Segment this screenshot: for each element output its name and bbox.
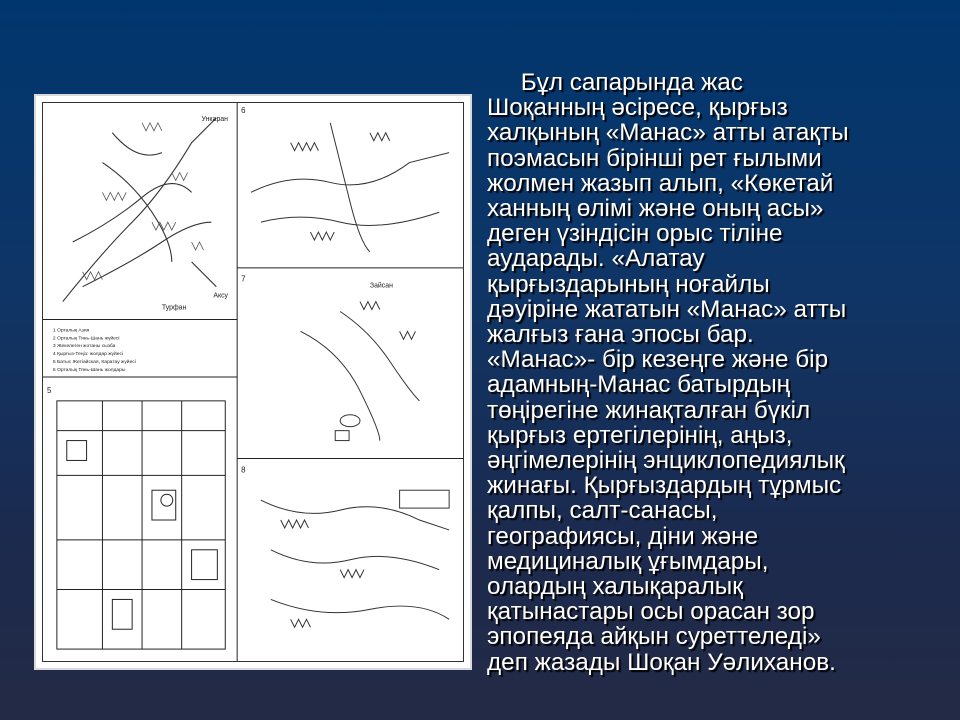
lake-map-panel — [241, 275, 419, 441]
panel-number: 7 — [241, 274, 246, 284]
map-label-bottom: Турфан — [161, 304, 187, 312]
paragraph-line: жолмен жазып алып, «Көкетай — [487, 169, 834, 197]
paragraph-line: әңгімелерінің энциклопедиялық — [487, 447, 845, 475]
paragraph-line: олардың халықаралық — [487, 573, 743, 601]
paragraph-line: халқының «Манас» атты атақты — [487, 119, 849, 147]
paragraph-line: медициналық ұғымдары, — [487, 547, 769, 575]
body-paragraph — [487, 70, 947, 675]
panel-number: 8 — [241, 465, 246, 475]
paragraph-line: Шоқанның әсіресе, қырғыз — [487, 94, 788, 122]
river-map-panel — [241, 106, 449, 252]
paragraph-line: деп жазады Шоқан Уәлиханов. — [487, 648, 836, 676]
panel-number: 5 — [46, 385, 52, 395]
paragraph-line: қырғыздарының ноғайлы — [487, 270, 770, 298]
paragraph-line: қатынастары осы орасан зор — [487, 598, 815, 626]
paragraph-line: деген үзіндісін орыс тіліне — [487, 220, 783, 248]
paragraph-line: эпопеяда айқын суреттеледі» — [487, 623, 821, 651]
paragraph-line: ханның өлімі және оның асы» — [487, 195, 824, 223]
paragraph-line: жалғыз ғана эпосы бар. — [487, 321, 754, 349]
paragraph-line: адамның-Манас батырдың — [487, 371, 791, 399]
city-plan-panel — [47, 386, 225, 649]
legend-item: 2 Орталық Тянь-Шань жүйесі — [52, 336, 120, 342]
legend-item: 4 Қырғыз-Теңіз: жолдар жүйесі — [52, 352, 124, 358]
legend — [53, 327, 136, 373]
paragraph-line: Бұл сапарында жас — [487, 69, 743, 96]
legend-item: 1 Орталық Азия — [52, 328, 90, 334]
paragraph-line: төңірегіне жинақталған бүкіл — [487, 396, 811, 424]
mountain-map-panel — [63, 118, 217, 302]
paragraph-line: аударады. «Алатау — [487, 245, 705, 273]
panel-number: 6 — [241, 105, 246, 115]
map-label-right: Аксу — [213, 292, 229, 300]
legend-item: 6 Орталық Тянь-Шань жолдары — [52, 368, 126, 374]
paragraph-line: «Манас»- бір кезеңге және бір — [487, 346, 829, 374]
map-label-top: Ункаран — [201, 115, 228, 123]
legend-item: 5 Батыс Жетіайская, Каратау жүйесі — [52, 360, 136, 366]
map-label: Зайсан — [369, 282, 393, 290]
paragraph-line: поэмасын бірінші рет ғылыми — [487, 144, 822, 172]
paragraph-line: географиясы, діни және — [487, 522, 759, 550]
paragraph-line: қырғыз ертегілерінің, аңыз, — [487, 421, 793, 449]
paragraph-line: қалпы, салт-санасы, — [487, 497, 718, 525]
paragraph-line: жинағы. Қырғыздардың тұрмыс — [487, 472, 842, 500]
maps-illustration — [43, 103, 463, 661]
paragraph-line: дәуіріне жататын «Манас» атты — [487, 295, 847, 323]
region-map-panel — [241, 465, 449, 627]
maps-figure — [34, 94, 472, 670]
legend-item: 3 Жекелеген жотаны сызба — [52, 344, 116, 350]
maps-figure-frame — [42, 102, 464, 662]
